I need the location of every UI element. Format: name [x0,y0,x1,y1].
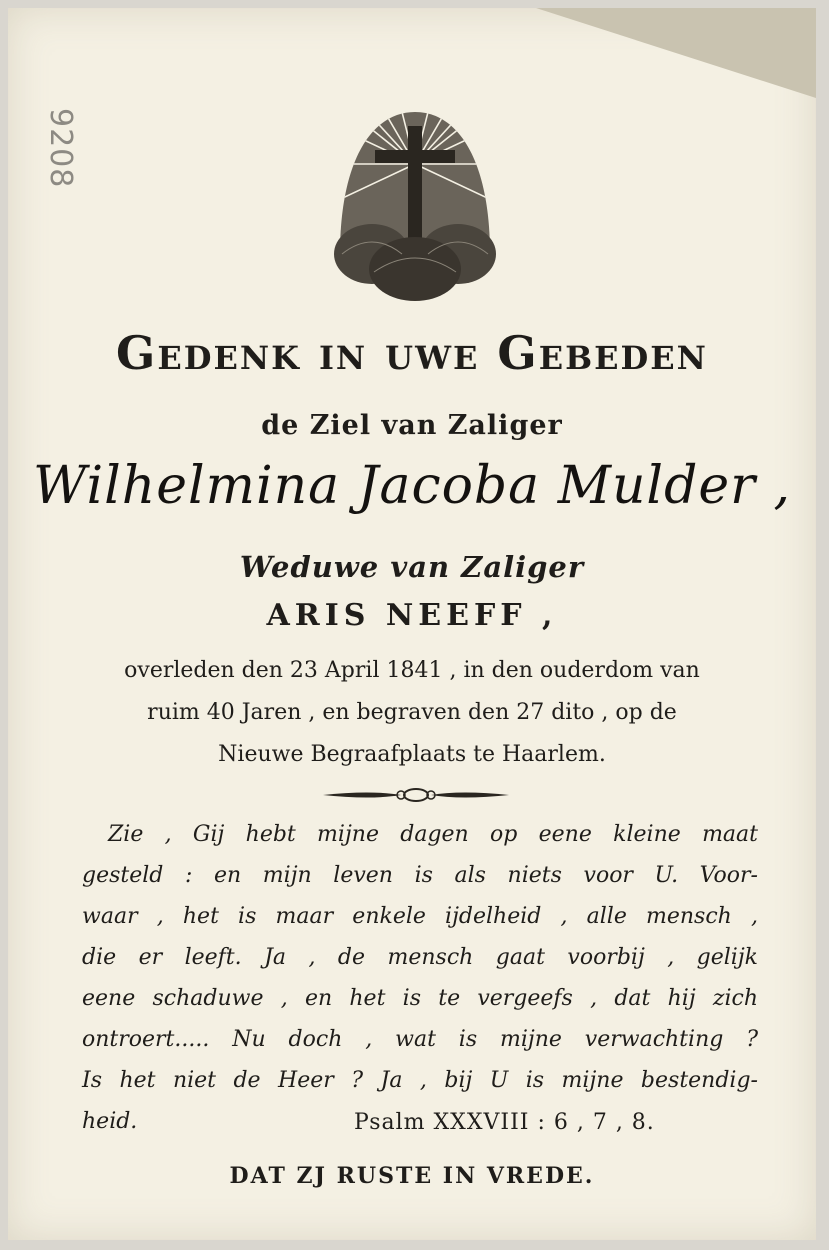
details-line: Nieuwe Begraafplaats te Haarlem. [218,742,606,767]
subheading: de Ziel van Zaliger [261,410,563,441]
divider-ornament [321,786,511,804]
verse-line: eene schaduwe , en het is te vergeefs , dat hij zich [82,986,758,1011]
corner-fold [536,8,816,98]
psalm-reference: Psalm XXXVIII : 6 , 7 , 8. [354,1110,655,1135]
deceased-name: Wilhelmina Jacoba Mulder , [32,456,792,516]
closing-line: DAT ZJ RUSTE IN VREDE. [229,1163,595,1189]
memorial-card [8,8,816,1240]
cross-on-clouds-icon [330,104,500,304]
husband-name: ARIS NEEFF , [266,598,558,633]
verse-line: Is het niet de Heer ? Ja , bij U is mijne bestendig- [82,1068,758,1093]
details-line: overleden den 23 April 1841 , in den ouderdom van [124,658,700,683]
widow-of-label: Weduwe van Zaliger [239,550,585,584]
verse-line: heid. [82,1109,138,1134]
verse-line: ontroert..... Nu doch , wat is mijne verwachting ? [82,1027,758,1052]
catalog-number: 9208 [43,108,78,189]
verse-line: waar , het is maar enkele ijdelheid , alle mensch , [82,904,758,929]
verse-line: gesteld : en mijn leven is als niets voor U. Voor- [82,863,758,888]
verse-line: die er leeft. Ja , de mensch gaat voorbij , gelijk [82,945,758,970]
heading: Gedenk in uwe Gebeden [116,326,708,380]
details-line: ruim 40 Jaren , en begraven den 27 dito , op de [147,700,677,725]
verse-line: Zie , Gij hebt mijne dagen op eene kleine maat [108,822,758,847]
